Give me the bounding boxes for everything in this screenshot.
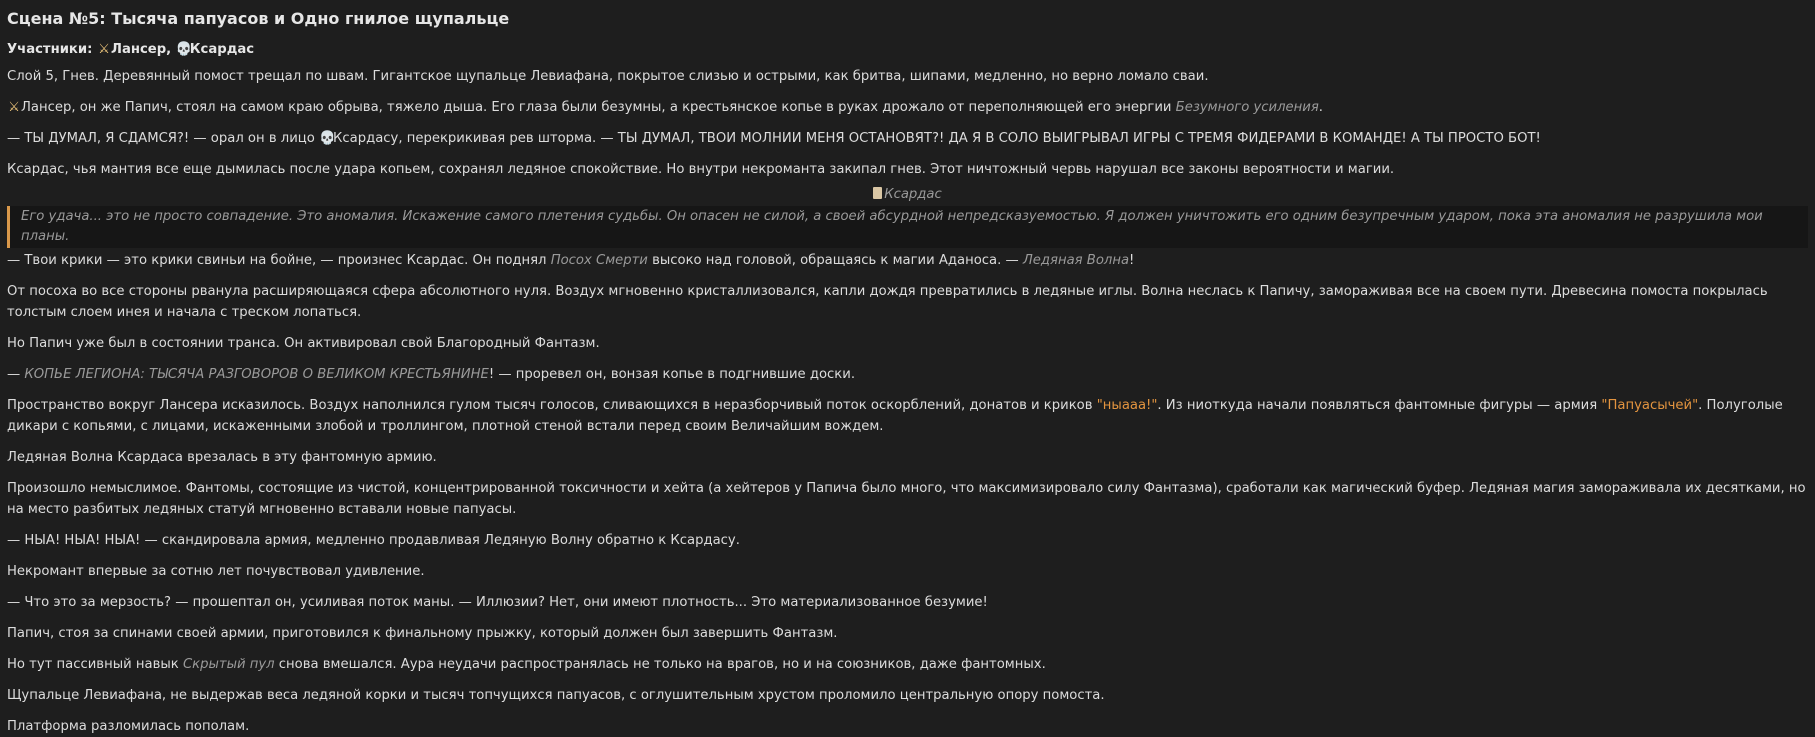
paragraph-text: высоко над головой, обращаясь к магии Аданоса. — <box>647 253 1023 268</box>
highlight-text: "Папуасычей" <box>1601 398 1699 413</box>
paragraph: — Что это за мерзость? — прошептал он, усиливая поток маны. — Иллюзии? Нет, они имеют плотность... Это материализованное безумие! <box>7 595 988 610</box>
paragraph <box>7 395 1808 437</box>
paragraph-text: Пространство вокруг Лансера исказилось. Воздух наполнился гулом тысяч голосов, сливающихся в неразборчивый поток оскорблений, донатов и криков <box>7 398 1097 413</box>
participants-line <box>7 39 1808 60</box>
skull-icon: 💀 <box>319 131 336 146</box>
crossed-swords-icon: ⚔ <box>98 42 110 57</box>
paragraph: Щупальце Левиафана, не выдержав веса ледяной корки и тысяч топчущихся папуасов, с оглушительным хрустом проломило центральную опору помоста. <box>7 688 1105 703</box>
quote-speaker <box>7 186 1808 204</box>
paragraph-text: Лансер, он же Папич, стоял на самом краю обрыва, тяжело дыша. Его глаза были безумны, а крестьянское копье в руках дрожало от переполняющей его энергии <box>21 100 1176 115</box>
paragraph-text: снова вмешался. Аура неудачи распространялась не только на врагов, но и на союзников, даже фантомных. <box>274 657 1046 672</box>
paragraph <box>7 364 1808 385</box>
participants-label: Участники: <box>7 42 93 57</box>
crossed-swords-icon: ⚔ <box>8 100 20 115</box>
paragraph: Некромант впервые за сотню лет почувствовал удивление. <box>7 564 425 579</box>
paragraph: Папич, стоя за спинами своей армии, приготовился к финальному прыжку, который должен был завершить Фантазм. <box>7 626 838 641</box>
paragraph-text: — Твои крики — это крики свиньи на бойне, — произнес Ксардас. Он поднял <box>7 253 551 268</box>
skull-icon: 💀 <box>175 42 193 57</box>
paragraph-text: ! — проревел он, вонзая копье в подгнившие доски. <box>488 367 856 382</box>
paragraph <box>7 250 1808 271</box>
paragraph: Ксардас, чья мантия все еще дымилась после удара копьем, сохранял ледяное спокойствие. Но внутри некроманта закипал гнев. Этот ничтожный червь нарушал все законы вероятности и магии. <box>7 162 1395 177</box>
spell-name: Ледяная Волна <box>1022 253 1130 268</box>
paragraph: От посоха во все стороны рванула расширяющаяся сфера абсолютного нуля. Воздух мгновенно кристаллизовался, капли дождя превратились в ледяные иглы. Волна неслась к Папичу, замораживая все на своем пути. Древесина помоста покрылась толстым слоем инея и начала с треском лопаться. <box>7 284 1768 320</box>
scroll-icon <box>873 187 882 199</box>
paragraph: — НЫА! НЫА! НЫА! — скандировала армия, медленно продавливая Ледяную Волну обратно к Ксардасу. <box>7 533 740 548</box>
paragraph <box>7 128 1808 149</box>
paragraph-text: — ТЫ ДУМАЛ, Я СДАМСЯ?! — орал он в лицо <box>7 131 320 146</box>
inner-monologue-quote: Его удача... это не просто совпадение. Это аномалия. Искажение самого плетения судьбы. Он опасен не силой, а своей абсурдной непредсказуемостью. Я должен уничтожить его одним безупречным ударом, пока эта аномалия не разрушила мои планы. <box>7 206 1808 248</box>
paragraph-text: . <box>1318 100 1323 115</box>
paragraph: Ледяная Волна Ксардаса врезалась в эту фантомную армию. <box>7 450 437 465</box>
paragraph-text: Но тут пассивный навык <box>7 657 183 672</box>
paragraph <box>7 654 1808 675</box>
paragraph-text: ! <box>1129 253 1135 268</box>
participant-lancer: Лансер, <box>111 42 172 57</box>
scene-title: Сцена №5: Тысяча папуасов и Одно гнилое щупальце <box>7 9 510 28</box>
paragraph: Слой 5, Гнев. Деревянный помост трещал по швам. Гигантское щупальце Левиафана, покрытое слизью и острыми, как бритва, шипами, медленно, но верно ломало сваи. <box>7 69 1209 84</box>
paragraph: Произошло немыслимое. Фантомы, состоящие из чистой, концентрированной токсичности и хейта (а хейтеров у Папича было много, что максимизировало силу Фантазма), сработали как магический буфер. Ледяная магия замораживала их десятками, но на место разбитых ледяных статуй мгновенно вставали новые папуасы. <box>7 481 1806 517</box>
paragraph-text: — <box>7 367 25 382</box>
highlight-text: "ныааа!" <box>1096 398 1158 413</box>
skill-name: Скрытый пул <box>182 657 275 672</box>
paragraph-text: . Полуголые дикари с копьями, с лицами, искаженными злобой и троллингом, плотной стеной встали перед своим Величайшим вождем. <box>7 398 1783 434</box>
paragraph: Платформа разломилась пополам. <box>7 719 250 734</box>
quote-speaker-name: Ксардас <box>884 187 942 202</box>
item-name: Посох Смерти <box>550 253 648 268</box>
participant-ksardas: Ксардас <box>189 42 255 57</box>
skill-name: Безумного усиления <box>1175 100 1319 115</box>
paragraph-text: Ксардасу, перекрикивая рев шторма. — ТЫ ДУМАЛ, ТВОИ МОЛНИИ МЕНЯ ОСТАНОВЯТ?! ДА Я В СОЛО ВЫИГРЫВАЛ ИГРЫ С ТРЕМЯ ФИДЕРАМИ В КОМАНДЕ! А ТЫ ПРОСТО БОТ! <box>333 131 1541 146</box>
paragraph-text: . Из ниоткуда начали появляться фантомные фигуры — армия <box>1157 398 1602 413</box>
paragraph <box>7 97 1808 118</box>
noble-phantasm-name: КОПЬЕ ЛЕГИОНА: ТЫСЯЧА РАЗГОВОРОВ О ВЕЛИКОМ КРЕСТЬЯНИНЕ <box>24 367 489 382</box>
paragraph: Но Папич уже был в состоянии транса. Он активировал свой Благородный Фантазм. <box>7 336 600 351</box>
